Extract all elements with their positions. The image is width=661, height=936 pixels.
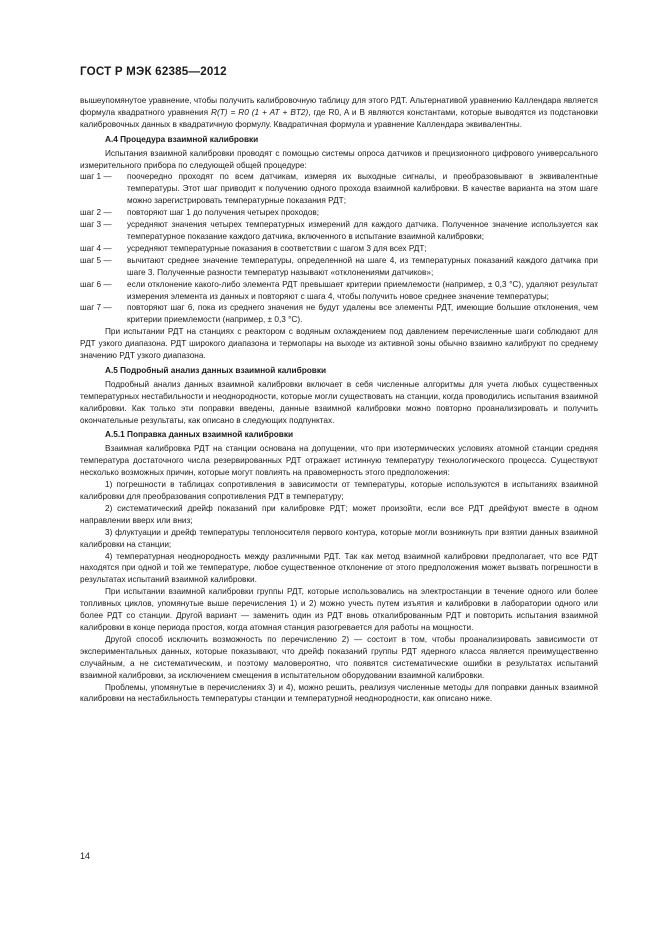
- page-body: [80, 95, 598, 705]
- list-item: 2) систематический дрейф показаний при калибровке РДТ; может произойти, если все РДТ дрейфуют вместе в одном направлении вверх или вниз;: [80, 503, 598, 525]
- step-item: шаг 3 — усредняют значения четырех температурных измерений для каждого датчика. Полученное значение используется как температурное показание каждого датчика, включенного в испытание взаимной калибровки;: [80, 220, 598, 241]
- section-a4-intro: Испытания взаимной калибровки проводят с помощью системы опроса датчиков и прецизионного цифрового универсального измерительного прибора по следующей общей процедуре:: [80, 148, 598, 170]
- list-item: 1) погрешности в таблицах сопротивления в зависимости от температуры, которые используются в испытаниях взаимной калибровки для преобразования сопротивления РДТ в температуру;: [80, 480, 598, 501]
- section-a4-heading: А.4 Процедура взаимной калибровки: [105, 134, 259, 144]
- step-item: шаг 1 — поочередно проходят по всем датчикам, измеряя их выходные сигналы, и преобразовывают в эквивалентные температуры. Этот шаг приводит к получению одного прохода взаимной калибровки. В качестве варианта на этом шаге можно зарегистрировать температурные показания РДТ;: [80, 172, 598, 206]
- body-paragraph: При испытании взаимной калибровки группы РДТ, которые использовались на электростанции в течение одного или более топливных циклов, упомянутые выше перечисления 1) и 2) можно учесть путем изъятия и калибровки в лаборатории одного или более РДТ со станции. Другой вариант — заменить один из РДТ вновь откалиброванным РДТ и повторить испытания взаимной калибровки в конце периода простоя, когда атомная станция разогревается для работы на мощности.: [80, 587, 598, 632]
- intro-paragraph: вышеупомянутое уравнение, чтобы получить калибровочную таблицу для этого РДТ. Альтернативой уравнению Каллендара является формула квадратного уравнения R(T) = R0 (1 + AT + BT2), где R0, A и B являются константами, которые выводятся из подстановки калибровочных данных в квадратичную формулу. Квадратичная формула и уравнение Каллендара эквивалентны.: [80, 96, 598, 129]
- body-paragraph: Проблемы, упомянутые в перечислениях 3) и 4), можно решить, реализуя численные методы для поправки данных взаимной калибровки на нестабильность температуры станции и температурной неоднородности, как описано ниже.: [80, 682, 598, 704]
- step-item: шаг 5 — вычитают среднее значение температуры, определенной на шаге 4, из температурных показаний каждого датчика при шаге 3. Полученные разности температур называют «отклонениями датчиков»;: [80, 255, 598, 277]
- section-a51-text: Взаимная калибровка РДТ на станции основана на допущении, что при изотермических условиях атомной станции средняя температура достаточного числа резервированных РДТ отражает истинную температуру технологического процесса. Существуют несколько возможных причин, которые могут повлиять на правомерность этого предположения:: [80, 444, 598, 478]
- step-item: шаг 4 — усредняют температурные показания в соответствии с шагом 3 для всех РДТ;: [80, 243, 427, 253]
- list-item: 3) флуктуации и дрейф температуры теплоносителя первого контура, которые могли возникнуть при взятии данных взаимной калибровки на станции;: [80, 527, 598, 549]
- step-item: шаг 6 — если отклонение какого-либо элемента РДТ превышает критерии приемлемости (например, ± 0,3 °С), удаляют результат измерения элемента из данных и повторяют с шага 4, чтобы получить новое среднее значение температуры;: [80, 279, 598, 301]
- step-item: шаг 7 — повторяют шаг 6, пока из среднего значения не будут удалены все элементы РДТ, имеющие большие отклонения, чем критерии приемлемости (например, ± 0,3 °С).: [80, 303, 598, 325]
- page-number: 14: [80, 851, 91, 861]
- standard-header: ГОСТ Р МЭК 62385—2012: [80, 65, 227, 78]
- procedure-steps: [80, 171, 598, 326]
- section-a4-after: При испытании РДТ на станциях с реактором с водяным охлаждением под давлением перечисленные шаги соблюдают для РДТ узкого диапазона. РДТ широкого диапазона и термопары на выходе из активной зоны обычно взаимно калибруют по среднему значению РДТ узкого диапазона.: [80, 327, 598, 361]
- list-item: 4) температурная неоднородность между различными РДТ. Так как метод взаимной калибровки предполагает, что все РДТ находятся при одной и той же температуре, любое существенное отклонение от этого предположения может вызвать погрешности в результатах испытаний взаимной калибровки.: [80, 551, 598, 585]
- section-a51-heading: А.5.1 Поправка данных взаимной калибровки: [105, 430, 294, 440]
- quadratic-formula: R(T) = R0 (1 + AT + BT2): [211, 107, 309, 117]
- step-item: шаг 2 — повторяют шаг 1 до получения четырех проходов;: [80, 208, 320, 218]
- section-a5-text: Подробный анализ данных взаимной калибровки включает в себя численные алгоритмы для учета любых существенных температурных нестабильности и неоднородности, которые могли существовать на станции, когда проводились испытания взаимной калибровки. Как только эти поправки введены, данные взаимной калибровки можно повторно проанализировать и получить окончательные результаты, как описано в следующих подпунктах.: [80, 379, 598, 425]
- body-paragraph: Другой способ исключить возможность по перечислению 2) — состоит в том, чтобы проанализировать зависимости от экспериментальных данных, которые показывают, что дрейф показаний группы РДТ ядерного класса является преимущественно случайным, а не систематическим, и поэтому маловероятно, что появятся систематические ошибки в результатах испытаний взаимной калибровки, за исключением смещения в испытательном оборудовании взаимной калибровки.: [80, 634, 598, 680]
- section-a5-heading: А.5 Подробный анализ данных взаимной калибровки: [105, 365, 327, 375]
